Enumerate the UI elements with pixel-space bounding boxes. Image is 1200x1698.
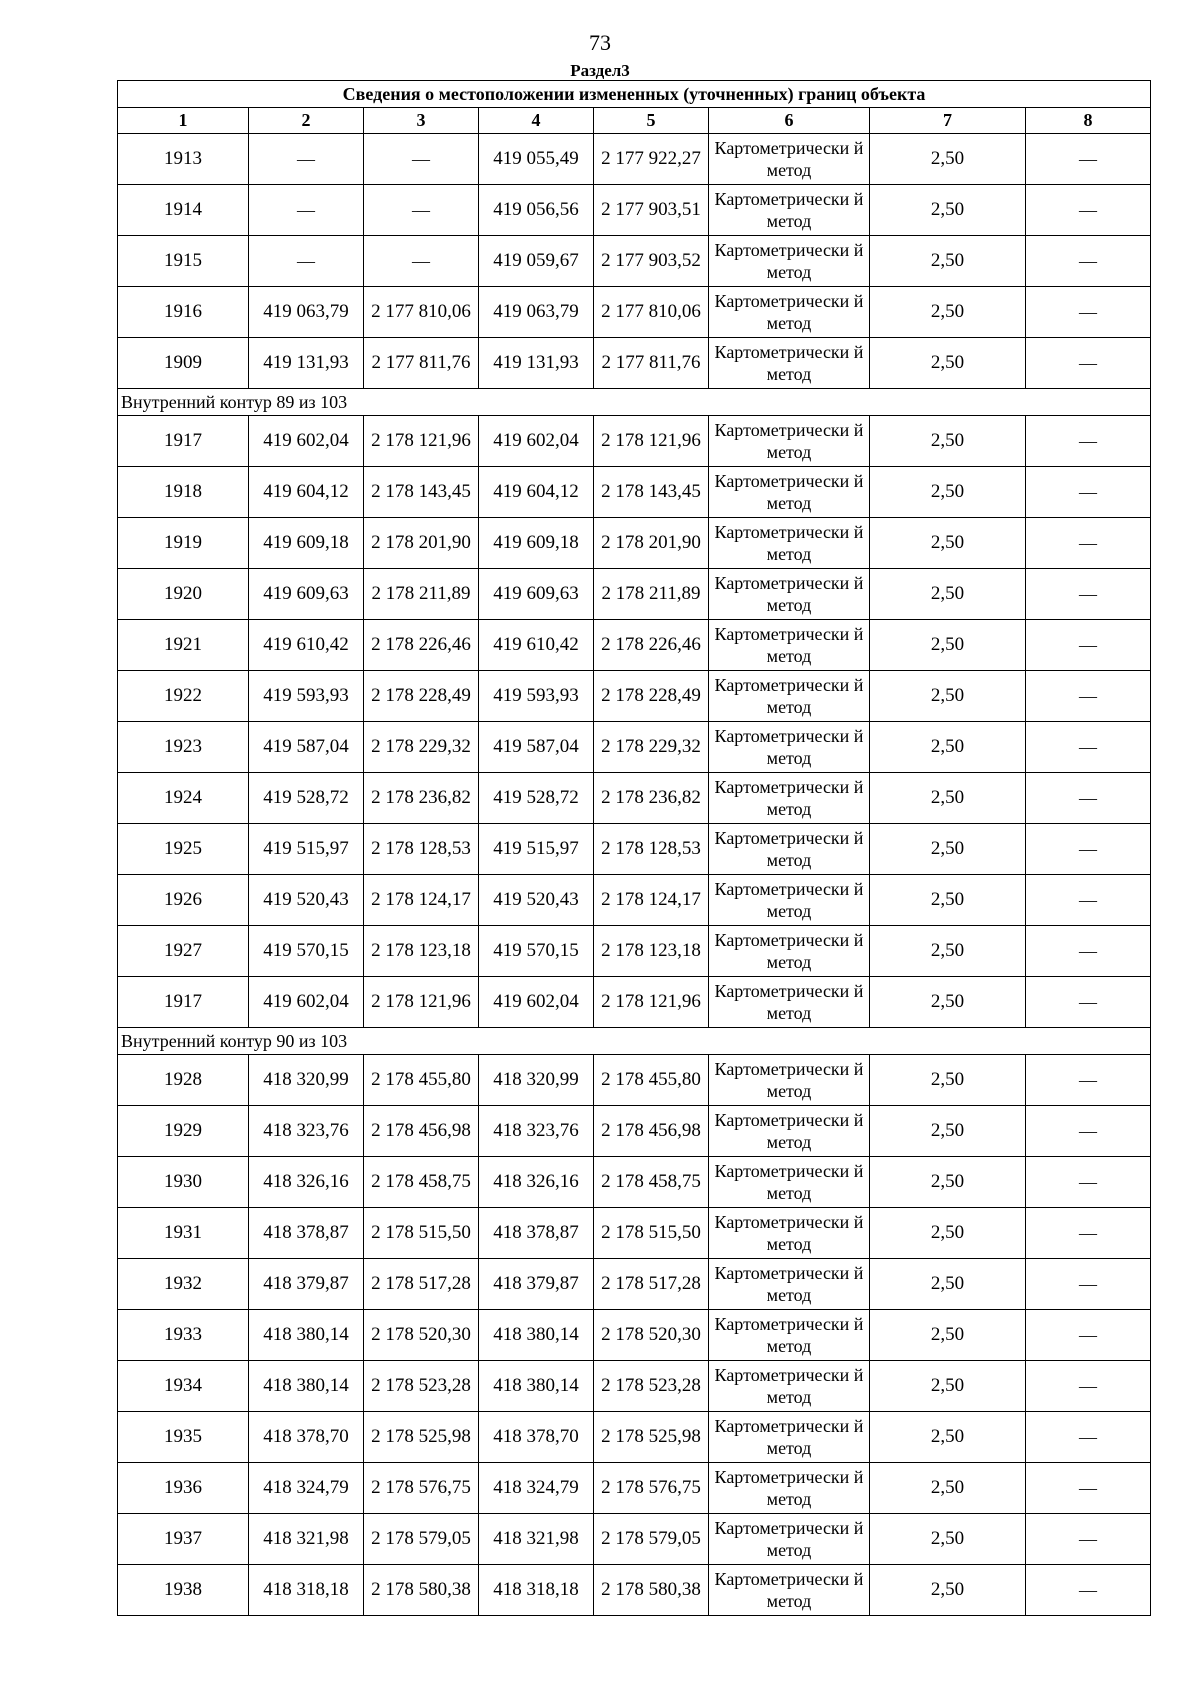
new-x-cell: 418 320,99 xyxy=(479,1055,594,1106)
description-cell: — xyxy=(1026,824,1151,875)
point-number-cell: 1927 xyxy=(118,926,249,977)
description-cell: — xyxy=(1026,773,1151,824)
accuracy-cell: 2,50 xyxy=(870,773,1026,824)
new-x-cell: 418 323,76 xyxy=(479,1106,594,1157)
new-y-cell: 2 177 903,52 xyxy=(594,236,709,287)
old-y-cell: 2 178 211,89 xyxy=(364,569,479,620)
method-cell: Картометрически й метод xyxy=(709,569,870,620)
new-x-cell: 418 326,16 xyxy=(479,1157,594,1208)
new-x-cell: 418 321,98 xyxy=(479,1514,594,1565)
table-row xyxy=(118,1259,1151,1310)
point-number-cell: 1917 xyxy=(118,416,249,467)
description-cell: — xyxy=(1026,1157,1151,1208)
accuracy-cell: 2,50 xyxy=(870,1055,1026,1106)
table-row xyxy=(118,875,1151,926)
accuracy-cell: 2,50 xyxy=(870,1412,1026,1463)
new-x-cell: 419 610,42 xyxy=(479,620,594,671)
accuracy-cell: 2,50 xyxy=(870,620,1026,671)
new-y-cell: 2 178 228,49 xyxy=(594,671,709,722)
table-row xyxy=(118,185,1151,236)
new-y-cell: 2 177 922,27 xyxy=(594,134,709,185)
old-y-cell: 2 178 123,18 xyxy=(364,926,479,977)
point-number-cell: 1926 xyxy=(118,875,249,926)
method-cell: Картометрически й метод xyxy=(709,773,870,824)
old-y-cell: 2 178 576,75 xyxy=(364,1463,479,1514)
column-number-header: 3 xyxy=(364,108,479,134)
description-cell: — xyxy=(1026,1106,1151,1157)
table-row xyxy=(118,1157,1151,1208)
new-y-cell: 2 178 124,17 xyxy=(594,875,709,926)
point-number-cell: 1920 xyxy=(118,569,249,620)
method-cell: Картометрически й метод xyxy=(709,1463,870,1514)
old-x-cell: — xyxy=(249,236,364,287)
old-y-cell: — xyxy=(364,134,479,185)
method-cell: Картометрически й метод xyxy=(709,1565,870,1616)
old-y-cell: 2 178 124,17 xyxy=(364,875,479,926)
accuracy-cell: 2,50 xyxy=(870,1259,1026,1310)
description-cell: — xyxy=(1026,338,1151,389)
point-number-cell: 1919 xyxy=(118,518,249,569)
old-x-cell: 419 609,63 xyxy=(249,569,364,620)
old-x-cell: 419 609,18 xyxy=(249,518,364,569)
new-y-cell: 2 178 576,75 xyxy=(594,1463,709,1514)
description-cell: — xyxy=(1026,1259,1151,1310)
old-y-cell: 2 178 228,49 xyxy=(364,671,479,722)
point-number-cell: 1916 xyxy=(118,287,249,338)
new-y-cell: 2 178 579,05 xyxy=(594,1514,709,1565)
old-x-cell: 418 378,87 xyxy=(249,1208,364,1259)
old-y-cell: 2 178 121,96 xyxy=(364,416,479,467)
column-numbers-row xyxy=(118,108,1151,134)
contour-row xyxy=(118,389,1151,416)
old-x-cell: 419 604,12 xyxy=(249,467,364,518)
accuracy-cell: 2,50 xyxy=(870,722,1026,773)
old-y-cell: 2 178 517,28 xyxy=(364,1259,479,1310)
new-x-cell: 419 570,15 xyxy=(479,926,594,977)
new-y-cell: 2 178 517,28 xyxy=(594,1259,709,1310)
old-x-cell: 419 515,97 xyxy=(249,824,364,875)
old-y-cell: 2 178 201,90 xyxy=(364,518,479,569)
description-cell: — xyxy=(1026,620,1151,671)
old-x-cell: 419 131,93 xyxy=(249,338,364,389)
table-row xyxy=(118,824,1151,875)
method-cell: Картометрически й метод xyxy=(709,287,870,338)
old-y-cell: 2 178 229,32 xyxy=(364,722,479,773)
page-number: 73 xyxy=(589,30,611,55)
accuracy-cell: 2,50 xyxy=(870,338,1026,389)
old-y-cell: 2 178 455,80 xyxy=(364,1055,479,1106)
new-x-cell: 419 587,04 xyxy=(479,722,594,773)
point-number-cell: 1913 xyxy=(118,134,249,185)
method-cell: Картометрически й метод xyxy=(709,926,870,977)
description-cell: — xyxy=(1026,134,1151,185)
description-cell: — xyxy=(1026,1310,1151,1361)
table-row xyxy=(118,977,1151,1028)
accuracy-cell: 2,50 xyxy=(870,1208,1026,1259)
old-x-cell: 418 323,76 xyxy=(249,1106,364,1157)
new-y-cell: 2 178 236,82 xyxy=(594,773,709,824)
table-row xyxy=(118,1055,1151,1106)
method-cell: Картометрически й метод xyxy=(709,977,870,1028)
old-x-cell: — xyxy=(249,185,364,236)
old-y-cell: 2 177 811,76 xyxy=(364,338,479,389)
description-cell: — xyxy=(1026,518,1151,569)
description-cell: — xyxy=(1026,977,1151,1028)
new-y-cell: 2 178 121,96 xyxy=(594,977,709,1028)
description-cell: — xyxy=(1026,1514,1151,1565)
description-cell: — xyxy=(1026,416,1151,467)
new-x-cell: 418 379,87 xyxy=(479,1259,594,1310)
new-y-cell: 2 178 458,75 xyxy=(594,1157,709,1208)
new-x-cell: 419 059,67 xyxy=(479,236,594,287)
point-number-cell: 1934 xyxy=(118,1361,249,1412)
accuracy-cell: 2,50 xyxy=(870,287,1026,338)
description-cell: — xyxy=(1026,569,1151,620)
method-cell: Картометрически й метод xyxy=(709,467,870,518)
method-cell: Картометрически й метод xyxy=(709,875,870,926)
description-cell: — xyxy=(1026,185,1151,236)
table-row xyxy=(118,134,1151,185)
point-number-cell: 1930 xyxy=(118,1157,249,1208)
method-cell: Картометрически й метод xyxy=(709,620,870,671)
table-row xyxy=(118,518,1151,569)
new-y-cell: 2 178 143,45 xyxy=(594,467,709,518)
contour-label: Внутренний контур 89 из 103 xyxy=(118,389,1151,416)
new-x-cell: 419 056,56 xyxy=(479,185,594,236)
old-x-cell: — xyxy=(249,134,364,185)
column-number-header: 2 xyxy=(249,108,364,134)
point-number-cell: 1915 xyxy=(118,236,249,287)
accuracy-cell: 2,50 xyxy=(870,134,1026,185)
method-cell: Картометрически й метод xyxy=(709,824,870,875)
accuracy-cell: 2,50 xyxy=(870,824,1026,875)
method-cell: Картометрически й метод xyxy=(709,1106,870,1157)
old-y-cell: 2 178 456,98 xyxy=(364,1106,479,1157)
description-cell: — xyxy=(1026,1565,1151,1616)
new-x-cell: 418 324,79 xyxy=(479,1463,594,1514)
accuracy-cell: 2,50 xyxy=(870,416,1026,467)
column-number-header: 1 xyxy=(118,108,249,134)
old-x-cell: 419 602,04 xyxy=(249,977,364,1028)
old-y-cell: — xyxy=(364,185,479,236)
method-cell: Картометрически й метод xyxy=(709,1157,870,1208)
new-x-cell: 419 609,18 xyxy=(479,518,594,569)
old-x-cell: 418 378,70 xyxy=(249,1412,364,1463)
method-cell: Картометрически й метод xyxy=(709,1412,870,1463)
new-x-cell: 419 520,43 xyxy=(479,875,594,926)
old-x-cell: 418 318,18 xyxy=(249,1565,364,1616)
method-cell: Картометрически й метод xyxy=(709,1514,870,1565)
point-number-cell: 1929 xyxy=(118,1106,249,1157)
method-cell: Картометрически й метод xyxy=(709,671,870,722)
old-y-cell: 2 178 121,96 xyxy=(364,977,479,1028)
new-y-cell: 2 178 226,46 xyxy=(594,620,709,671)
point-number-cell: 1924 xyxy=(118,773,249,824)
new-y-cell: 2 178 123,18 xyxy=(594,926,709,977)
column-number-header: 8 xyxy=(1026,108,1151,134)
point-number-cell: 1931 xyxy=(118,1208,249,1259)
accuracy-cell: 2,50 xyxy=(870,467,1026,518)
accuracy-cell: 2,50 xyxy=(870,926,1026,977)
new-y-cell: 2 178 515,50 xyxy=(594,1208,709,1259)
old-y-cell: 2 178 525,98 xyxy=(364,1412,479,1463)
description-cell: — xyxy=(1026,875,1151,926)
table-row xyxy=(118,467,1151,518)
table-row xyxy=(118,569,1151,620)
table-row xyxy=(118,1106,1151,1157)
new-y-cell: 2 178 525,98 xyxy=(594,1412,709,1463)
table-row xyxy=(118,671,1151,722)
description-cell: — xyxy=(1026,467,1151,518)
old-y-cell: 2 178 523,28 xyxy=(364,1361,479,1412)
old-x-cell: 419 602,04 xyxy=(249,416,364,467)
old-y-cell: 2 178 226,46 xyxy=(364,620,479,671)
point-number-cell: 1938 xyxy=(118,1565,249,1616)
table-body xyxy=(118,134,1151,1616)
description-cell: — xyxy=(1026,236,1151,287)
point-number-cell: 1917 xyxy=(118,977,249,1028)
description-cell: — xyxy=(1026,1055,1151,1106)
description-cell: — xyxy=(1026,926,1151,977)
old-x-cell: 418 324,79 xyxy=(249,1463,364,1514)
new-x-cell: 419 609,63 xyxy=(479,569,594,620)
accuracy-cell: 2,50 xyxy=(870,1106,1026,1157)
method-cell: Картометрически й метод xyxy=(709,1055,870,1106)
section-title: Раздел3 xyxy=(570,61,630,80)
old-x-cell: 418 321,98 xyxy=(249,1514,364,1565)
column-number-header: 5 xyxy=(594,108,709,134)
method-cell: Картометрически й метод xyxy=(709,236,870,287)
accuracy-cell: 2,50 xyxy=(870,236,1026,287)
new-x-cell: 418 318,18 xyxy=(479,1565,594,1616)
new-y-cell: 2 178 201,90 xyxy=(594,518,709,569)
table-row xyxy=(118,1310,1151,1361)
new-x-cell: 419 528,72 xyxy=(479,773,594,824)
accuracy-cell: 2,50 xyxy=(870,875,1026,926)
table-row xyxy=(118,236,1151,287)
column-number-header: 6 xyxy=(709,108,870,134)
point-number-cell: 1918 xyxy=(118,467,249,518)
new-x-cell: 419 063,79 xyxy=(479,287,594,338)
new-x-cell: 419 602,04 xyxy=(479,977,594,1028)
accuracy-cell: 2,50 xyxy=(870,1463,1026,1514)
old-y-cell: 2 178 236,82 xyxy=(364,773,479,824)
old-x-cell: 418 379,87 xyxy=(249,1259,364,1310)
old-x-cell: 418 320,99 xyxy=(249,1055,364,1106)
new-y-cell: 2 178 520,30 xyxy=(594,1310,709,1361)
table-row xyxy=(118,338,1151,389)
point-number-cell: 1922 xyxy=(118,671,249,722)
old-x-cell: 419 593,93 xyxy=(249,671,364,722)
old-x-cell: 419 570,15 xyxy=(249,926,364,977)
old-x-cell: 418 380,14 xyxy=(249,1361,364,1412)
accuracy-cell: 2,50 xyxy=(870,1310,1026,1361)
old-y-cell: 2 178 458,75 xyxy=(364,1157,479,1208)
new-x-cell: 419 593,93 xyxy=(479,671,594,722)
old-x-cell: 419 063,79 xyxy=(249,287,364,338)
new-y-cell: 2 177 811,76 xyxy=(594,338,709,389)
old-x-cell: 418 380,14 xyxy=(249,1310,364,1361)
new-y-cell: 2 178 523,28 xyxy=(594,1361,709,1412)
new-x-cell: 418 378,87 xyxy=(479,1208,594,1259)
accuracy-cell: 2,50 xyxy=(870,518,1026,569)
coordinates-table xyxy=(117,80,1151,1616)
method-cell: Картометрически й метод xyxy=(709,1208,870,1259)
table-row xyxy=(118,416,1151,467)
point-number-cell: 1921 xyxy=(118,620,249,671)
old-y-cell: 2 178 580,38 xyxy=(364,1565,479,1616)
point-number-cell: 1923 xyxy=(118,722,249,773)
description-cell: — xyxy=(1026,287,1151,338)
old-y-cell: 2 178 143,45 xyxy=(364,467,479,518)
old-x-cell: 419 528,72 xyxy=(249,773,364,824)
accuracy-cell: 2,50 xyxy=(870,1514,1026,1565)
point-number-cell: 1937 xyxy=(118,1514,249,1565)
old-y-cell: 2 178 579,05 xyxy=(364,1514,479,1565)
new-y-cell: 2 178 121,96 xyxy=(594,416,709,467)
old-y-cell: 2 178 520,30 xyxy=(364,1310,479,1361)
description-cell: — xyxy=(1026,1208,1151,1259)
old-x-cell: 419 520,43 xyxy=(249,875,364,926)
accuracy-cell: 2,50 xyxy=(870,977,1026,1028)
method-cell: Картометрически й метод xyxy=(709,1361,870,1412)
new-x-cell: 418 378,70 xyxy=(479,1412,594,1463)
point-number-cell: 1909 xyxy=(118,338,249,389)
new-y-cell: 2 178 211,89 xyxy=(594,569,709,620)
new-x-cell: 419 604,12 xyxy=(479,467,594,518)
table-row xyxy=(118,1208,1151,1259)
new-y-cell: 2 178 456,98 xyxy=(594,1106,709,1157)
accuracy-cell: 2,50 xyxy=(870,1157,1026,1208)
method-cell: Картометрически й метод xyxy=(709,1259,870,1310)
new-x-cell: 419 055,49 xyxy=(479,134,594,185)
new-y-cell: 2 177 810,06 xyxy=(594,287,709,338)
new-x-cell: 418 380,14 xyxy=(479,1361,594,1412)
point-number-cell: 1935 xyxy=(118,1412,249,1463)
accuracy-cell: 2,50 xyxy=(870,1565,1026,1616)
new-y-cell: 2 178 580,38 xyxy=(594,1565,709,1616)
contour-label: Внутренний контур 90 из 103 xyxy=(118,1028,1151,1055)
table-row xyxy=(118,1412,1151,1463)
table-row xyxy=(118,1565,1151,1616)
description-cell: — xyxy=(1026,1361,1151,1412)
accuracy-cell: 2,50 xyxy=(870,1361,1026,1412)
accuracy-cell: 2,50 xyxy=(870,569,1026,620)
accuracy-cell: 2,50 xyxy=(870,671,1026,722)
description-cell: — xyxy=(1026,722,1151,773)
method-cell: Картометрически й метод xyxy=(709,416,870,467)
old-x-cell: 419 587,04 xyxy=(249,722,364,773)
method-cell: Картометрически й метод xyxy=(709,338,870,389)
description-cell: — xyxy=(1026,1463,1151,1514)
method-cell: Картометрически й метод xyxy=(709,1310,870,1361)
method-cell: Картометрически й метод xyxy=(709,518,870,569)
contour-row xyxy=(118,1028,1151,1055)
table-caption: Сведения о местоположении измененных (уточненных) границ объекта xyxy=(118,81,1151,108)
description-cell: — xyxy=(1026,1412,1151,1463)
table-row xyxy=(118,773,1151,824)
new-y-cell: 2 178 455,80 xyxy=(594,1055,709,1106)
old-y-cell: 2 178 515,50 xyxy=(364,1208,479,1259)
new-x-cell: 419 131,93 xyxy=(479,338,594,389)
column-number-header: 4 xyxy=(479,108,594,134)
table-row xyxy=(118,1361,1151,1412)
old-y-cell: 2 177 810,06 xyxy=(364,287,479,338)
method-cell: Картометрически й метод xyxy=(709,134,870,185)
old-x-cell: 418 326,16 xyxy=(249,1157,364,1208)
table-row xyxy=(118,722,1151,773)
table-row xyxy=(118,1514,1151,1565)
accuracy-cell: 2,50 xyxy=(870,185,1026,236)
new-x-cell: 418 380,14 xyxy=(479,1310,594,1361)
point-number-cell: 1932 xyxy=(118,1259,249,1310)
new-x-cell: 419 602,04 xyxy=(479,416,594,467)
old-y-cell: 2 178 128,53 xyxy=(364,824,479,875)
method-cell: Картометрически й метод xyxy=(709,185,870,236)
description-cell: — xyxy=(1026,671,1151,722)
new-x-cell: 419 515,97 xyxy=(479,824,594,875)
table-row xyxy=(118,1463,1151,1514)
new-y-cell: 2 177 903,51 xyxy=(594,185,709,236)
old-x-cell: 419 610,42 xyxy=(249,620,364,671)
new-y-cell: 2 178 229,32 xyxy=(594,722,709,773)
point-number-cell: 1936 xyxy=(118,1463,249,1514)
new-y-cell: 2 178 128,53 xyxy=(594,824,709,875)
point-number-cell: 1925 xyxy=(118,824,249,875)
old-y-cell: — xyxy=(364,236,479,287)
column-number-header: 7 xyxy=(870,108,1026,134)
table-row xyxy=(118,287,1151,338)
table-row xyxy=(118,620,1151,671)
method-cell: Картометрически й метод xyxy=(709,722,870,773)
table-row xyxy=(118,926,1151,977)
point-number-cell: 1933 xyxy=(118,1310,249,1361)
point-number-cell: 1928 xyxy=(118,1055,249,1106)
point-number-cell: 1914 xyxy=(118,185,249,236)
